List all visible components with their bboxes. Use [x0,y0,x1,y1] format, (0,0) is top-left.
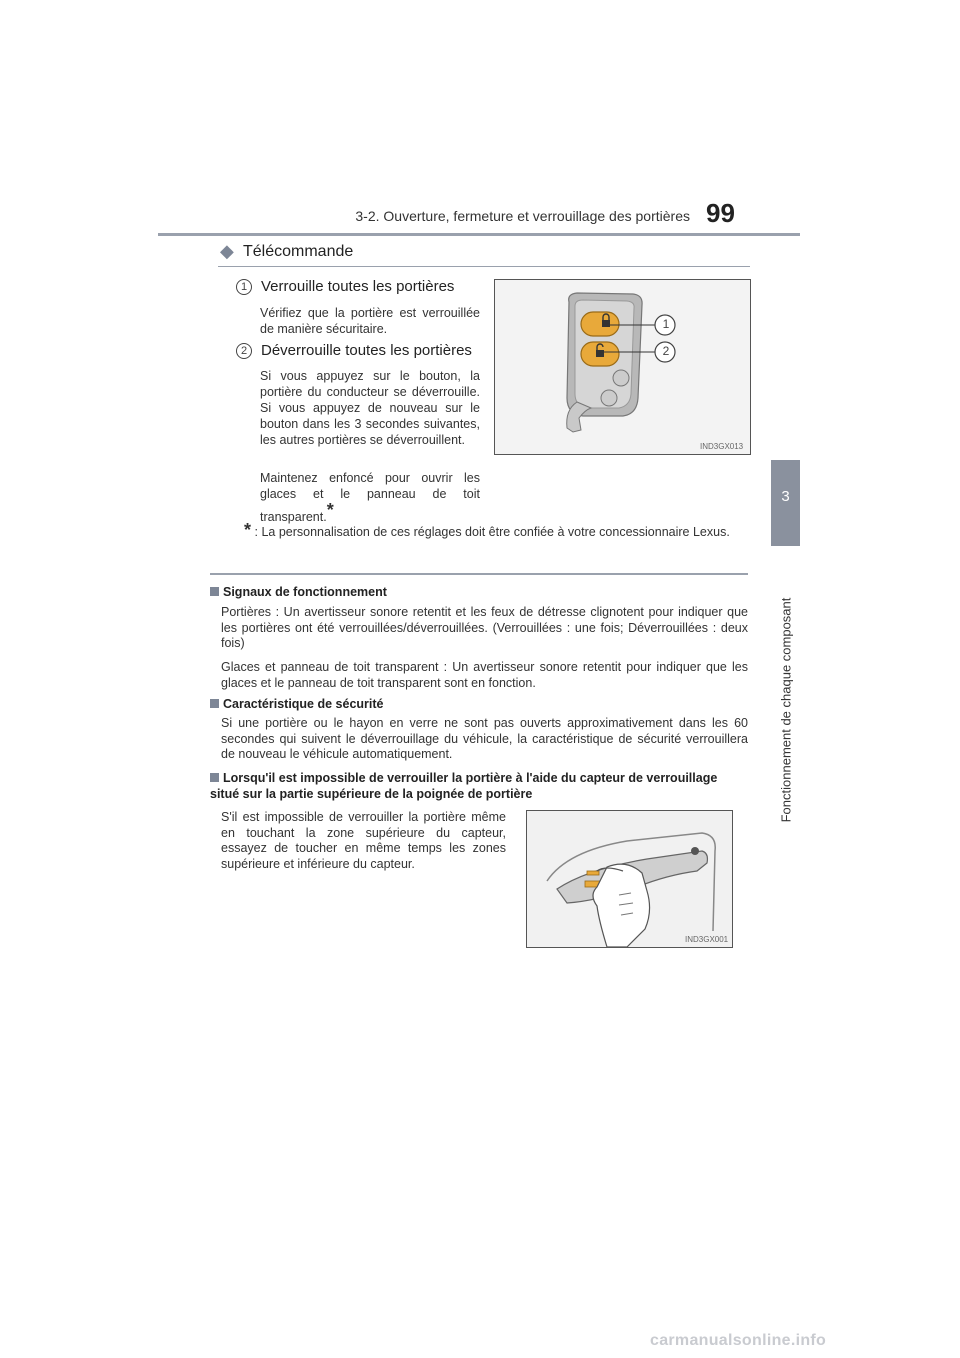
callout-2: 2 [662,344,670,358]
item-2-body-hold-text: Maintenez enfoncé pour ouvrir les glaces et le panneau de toit transparent. [260,471,480,525]
door-handle-illustration [526,810,733,948]
footnote-text: : La personnalisation de ces réglages doit être confiée à votre concessionnaire Lexus. [254,525,730,539]
header-rule [158,233,800,236]
item-2-body-hold [260,470,480,525]
note-3-title-text: Lorsqu'il est impossible de verrouiller la portière à l'aide du capteur de verrouillage situé sur la partie supérieure de la poignée de portière [210,771,718,801]
note-2-paragraph-1: Si une portière ou le hayon en verre ne sont pas ouverts approximativement dans les 60 secondes qui suivent le déverrouillage du véhicule, la caractéristique de sécurité verrouillera de nouveau le véhicule automatiquement. [221,716,748,761]
section-divider [210,573,748,575]
note-3-title [210,770,748,802]
note-1-title-text: Signaux de fonctionnement [223,585,387,599]
watermark: carmanualsonline.info [650,1332,827,1349]
footnote [244,520,746,542]
note-1-title [210,585,387,599]
item-2-title: Déverrouille toutes les portières [261,342,472,359]
item-2-number: 2 [236,343,252,359]
note-3-paragraph-1: S'il est impossible de verrouiller la portière même en touchant la zone supérieure du capteur, essayez de toucher en même temps les zones supérieure et inférieure du capteur. [221,810,506,871]
square-bullet-icon [210,699,219,708]
item-1-title: Verrouille toutes les portières [261,278,455,295]
item-1-number: 1 [236,279,252,295]
callout-1: 1 [662,317,670,331]
image-1-label: IND3GX013 [700,442,744,451]
running-header-title: 3-2. Ouverture, fermeture et verrouillage des portières [355,208,690,224]
item-1-body: Vérifiez que la portière est verrouillée de manière sécuritaire. [260,306,480,336]
chapter-title: Fonctionnement de chaque composant [778,597,794,823]
note-2-title-text: Caractéristique de sécurité [223,697,384,711]
section-rule [218,266,750,267]
key-fob-illustration [494,279,751,455]
chapter-number: 3 [781,488,790,505]
section-title: Télécommande [243,243,354,260]
footnote-marker: * [326,500,334,520]
page-number: 99 [706,198,735,228]
diamond-icon: ◆ [220,241,234,261]
item-2-body: Si vous appuyez sur le bouton, la portière du conducteur se déverrouille. Si vous appuyez de nouveau sur le bouton dans les 3 secondes suivantes, les autres portières se déverrouillent. [260,369,480,447]
note-2-title [210,697,384,711]
door-handle-hand-icon [527,811,732,947]
footnote-star: * [244,520,252,540]
note-1-paragraph-1: Portières : Un avertisseur sonore retentit et les feux de détresse clignotent pour indiquer que les portières ont été verrouillées/déverrouillées. (Verrouillées : une fois; Déverrouillées : deux fois) [221,605,748,650]
key-fob-icon [495,280,750,454]
square-bullet-icon [210,773,219,782]
image-2-label: IND3GX001 [685,935,729,944]
square-bullet-icon [210,587,219,596]
note-1-paragraph-2: Glaces et panneau de toit transparent : Un avertisseur sonore retentit pour indiquer que les glaces et le panneau de toit transparent sont en fonction. [221,660,748,690]
